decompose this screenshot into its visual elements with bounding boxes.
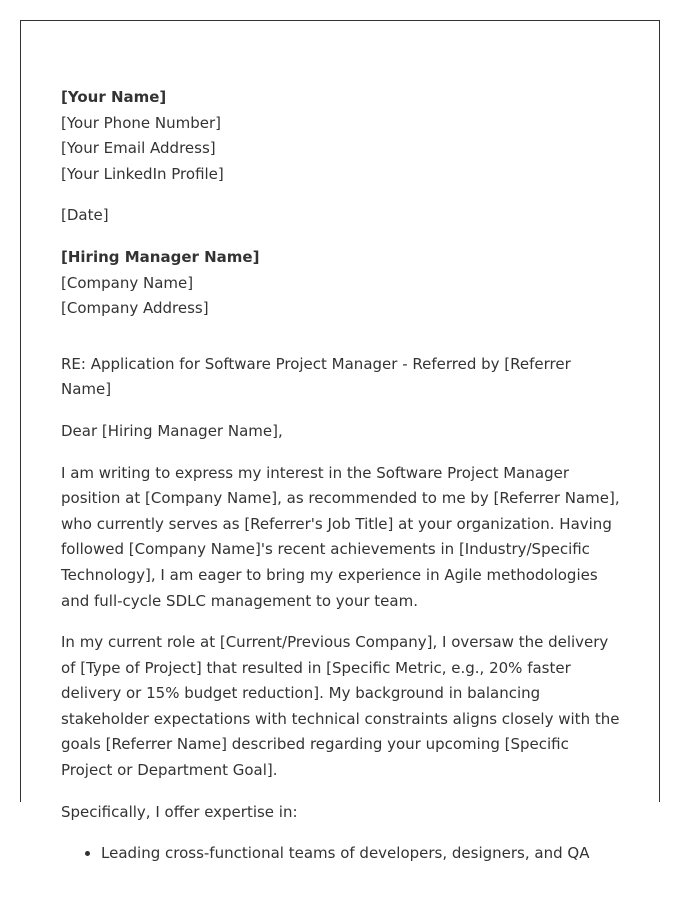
sender-linkedin: [Your LinkedIn Profile] bbox=[61, 164, 224, 183]
body-paragraph-1: I am writing to express my interest in the Software Project Manager position at [Company Name], as recommended to me by [Referrer Name], who currently serves as [Referrer's Job Title] at your organization. Having followed [Company Name]'s recent achievements in [Industry/Specific Technology], I am eager to bring my experience in Agile methodologies and full-cycle SDLC management to your team. bbox=[61, 463, 620, 610]
letter-date: [Date] bbox=[61, 206, 109, 225]
body-paragraph-3: Specifically, I offer expertise in: bbox=[61, 802, 298, 821]
body-paragraph-2: In my current role at [Current/Previous Company], I oversaw the delivery of [Type of Project] that resulted in [Specific Metric, e.g., 20% faster delivery or 15% budget reduction]. My background in balancing stakeholder expectations with technical constraints aligns closely with the goals [Referrer Name] described regarding your upcoming [Specific Project or Department Goal]. bbox=[61, 633, 620, 780]
greeting: Dear [Hiring Manager Name], bbox=[61, 421, 283, 440]
expertise-list bbox=[61, 841, 621, 867]
list-item: • Leading cross-functional teams of developers, designers, and QA bbox=[101, 841, 621, 867]
recipient-company: [Company Name] bbox=[61, 273, 194, 292]
recipient-block bbox=[61, 245, 621, 322]
sender-block bbox=[61, 85, 621, 187]
sender-phone: [Your Phone Number] bbox=[61, 113, 221, 132]
recipient-manager: [Hiring Manager Name] bbox=[61, 247, 260, 266]
sender-email: [Your Email Address] bbox=[61, 139, 216, 158]
recipient-address: [Company Address] bbox=[61, 299, 209, 318]
letter-page bbox=[20, 20, 660, 863]
subject-line: RE: Application for Software Project Manager - Referred by [Referrer Name] bbox=[61, 354, 571, 399]
letter-content bbox=[61, 85, 621, 867]
date-block bbox=[61, 203, 621, 229]
sender-name: [Your Name] bbox=[61, 88, 167, 106]
